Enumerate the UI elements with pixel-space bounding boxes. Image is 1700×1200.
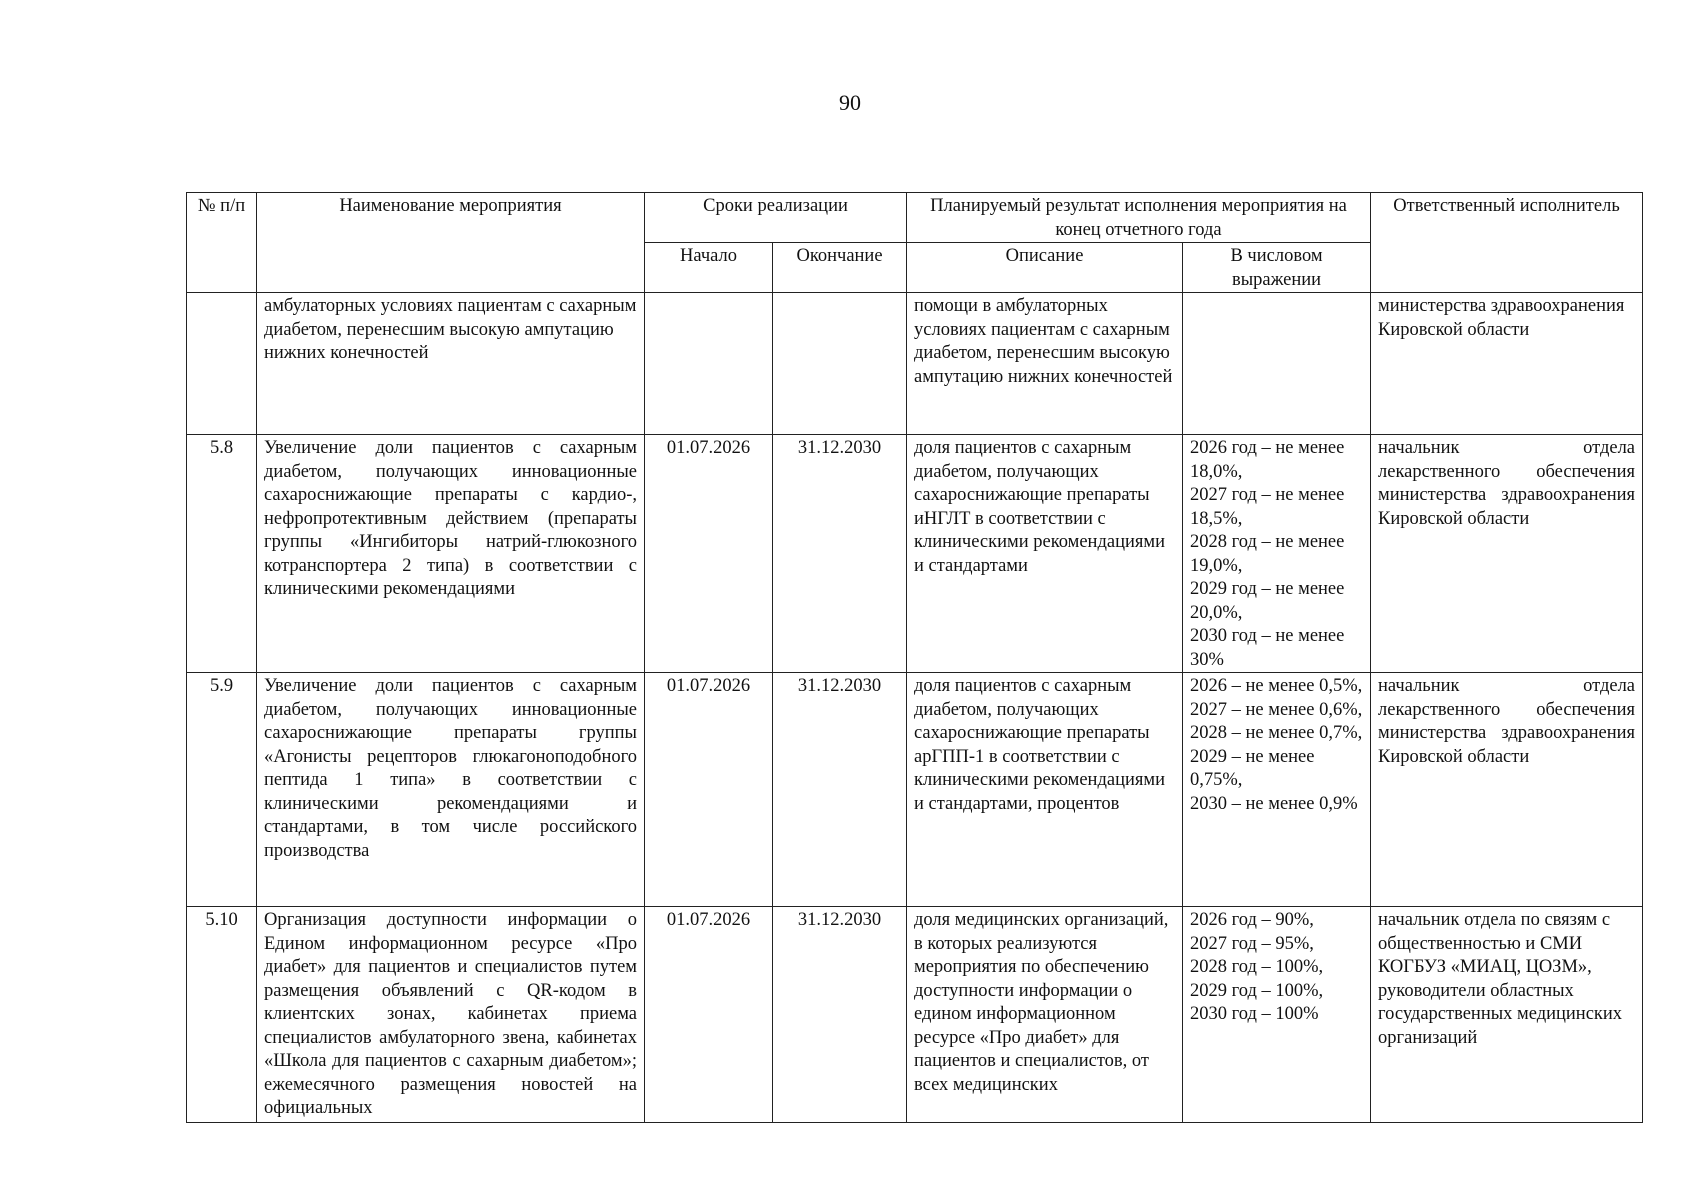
row-numeric	[1183, 293, 1371, 435]
header-start: Начало	[645, 243, 773, 293]
row-end	[773, 293, 907, 435]
header-responsible: Ответственный исполнитель	[1371, 193, 1643, 293]
row-name: амбулаторных условиях пациентам с сахарным диабетом, перенесшим высокую ампутацию нижних конечностей	[257, 293, 645, 435]
row-responsible: начальник отдела лекарственного обеспечения министерства здравоохранения Кировской области	[1371, 435, 1643, 673]
row-end: 31.12.2030	[773, 435, 907, 673]
row-description: помощи в амбулаторных условиях пациентам с сахарным диабетом, перенесшим высокую ампутацию нижних конечностей	[907, 293, 1183, 435]
numeric-line: 2030 – не менее 0,9%	[1190, 793, 1358, 814]
numeric-line: 2027 – не менее 0,6%,	[1190, 699, 1363, 720]
numeric-line: 2027 год – не менее 18,5%,	[1190, 485, 1345, 529]
header-result: Планируемый результат исполнения мероприятия на конец отчетного года	[907, 193, 1371, 243]
row-description: доля пациентов с сахарным диабетом, получающих сахароснижающие препараты арГПП-1 в соответствии с клиническими рекомендациями и стандартами, процентов	[907, 673, 1183, 907]
row-name: Организация доступности информации о Едином информационном ресурсе «Про диабет» для пациентов и специалистов путем размещения объявлений с QR-кодом в клиентских зонах, кабинетах приема специалистов амбулаторного звена, кабинетах «Школа для пациентов с сахарным диабетом»; ежемесячного размещения новостей на официальных	[257, 907, 645, 1123]
header-num: № п/п	[187, 193, 257, 293]
row-num: 5.8	[187, 435, 257, 673]
numeric-line: 2028 год – не менее 19,0%,	[1190, 532, 1345, 576]
numeric-line: 2028 год – 100%,	[1190, 957, 1324, 977]
numeric-line: 2029 год – не менее 20,0%,	[1190, 579, 1345, 623]
row-description: доля пациентов с сахарным диабетом, получающих сахароснижающие препараты иНГЛТ в соответствии с клиническими рекомендациями и стандартами	[907, 435, 1183, 673]
numeric-line: 2027 год – 95%,	[1190, 933, 1314, 954]
row-description: доля медицинских организаций, в которых реализуются мероприятия по обеспечению доступности информации о едином информационном ресурсе «Про диабет» для пациентов и специалистов, от всех медицинских	[907, 907, 1183, 1123]
row-num	[187, 293, 257, 435]
table-row	[187, 673, 1643, 907]
activities-table	[186, 192, 1643, 1123]
row-responsible: начальник отдела лекарственного обеспечения министерства здравоохранения Кировской области	[1371, 673, 1643, 907]
row-start	[645, 293, 773, 435]
table-row	[187, 293, 1643, 435]
row-name: Увеличение доли пациентов с сахарным диабетом, получающих инновационные сахароснижающие препараты с кардио-, нефропротективным действием (препараты группы «Ингибиторы натрий-глюкозного котранспортера 2 типа) в соответствии с клиническими рекомендациями	[257, 435, 645, 673]
row-start: 01.07.2026	[645, 673, 773, 907]
row-numeric	[1183, 673, 1371, 907]
numeric-line: 2026 год – 90%,	[1190, 910, 1314, 930]
numeric-line: 2026 – не менее 0,5%,	[1190, 676, 1363, 696]
table-row	[187, 435, 1643, 673]
row-start: 01.07.2026	[645, 907, 773, 1123]
row-start: 01.07.2026	[645, 435, 773, 673]
row-numeric	[1183, 907, 1371, 1123]
header-numeric: В числовом выражении	[1183, 243, 1371, 293]
row-num: 5.10	[187, 907, 257, 1123]
row-numeric	[1183, 435, 1371, 673]
table-row	[187, 907, 1643, 1123]
row-responsible: министерства здравоохранения Кировской области	[1371, 293, 1643, 435]
header-name: Наименование мероприятия	[257, 193, 645, 293]
row-end: 31.12.2030	[773, 907, 907, 1123]
header-description: Описание	[907, 243, 1183, 293]
numeric-line: 2030 год – не менее 30%	[1190, 626, 1345, 670]
numeric-line: 2029 – не менее 0,75%,	[1190, 746, 1315, 790]
header-end: Окончание	[773, 243, 907, 293]
row-num: 5.9	[187, 673, 257, 907]
row-responsible: начальник отдела по связям с общественностью и СМИ КОГБУЗ «МИАЦ, ЦОЗМ», руководители областных государственных медицинских организаций	[1371, 907, 1643, 1123]
numeric-line: 2028 – не менее 0,7%,	[1190, 723, 1363, 743]
header-terms: Сроки реализации	[645, 193, 907, 243]
numeric-line: 2030 год – 100%	[1190, 1004, 1319, 1024]
row-end: 31.12.2030	[773, 673, 907, 907]
numeric-line: 2029 год – 100%,	[1190, 980, 1324, 1001]
numeric-line: 2026 год – не менее 18,0%,	[1190, 438, 1345, 482]
page-number: 90	[839, 90, 861, 115]
row-name: Увеличение доли пациентов с сахарным диабетом, получающих инновационные сахароснижающие препараты группы «Агонисты рецепторов глюкагоноподобного пептида 1 типа» в соответствии с клиническими рекомендациями и стандартами, в том числе российского производства	[257, 673, 645, 907]
